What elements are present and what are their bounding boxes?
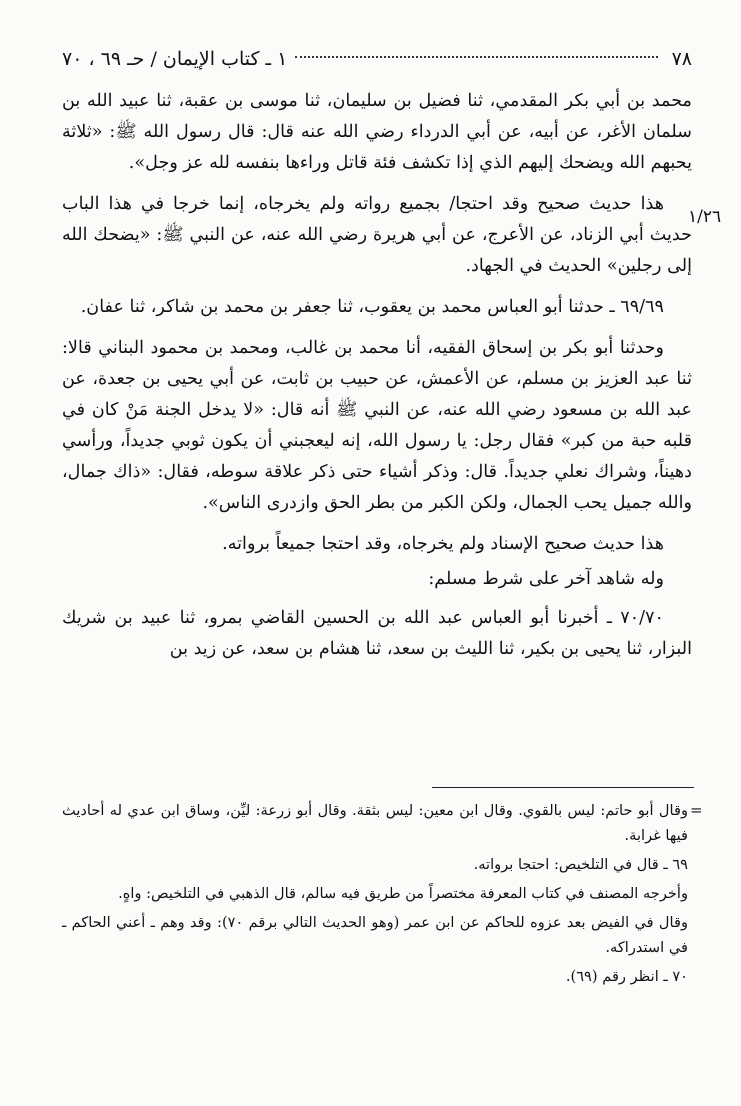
footnote: وأخرجه المصنف في كتاب المعرفة مختصراً من طريق فيه سالم، قال الذهبي في التلخيص: واهٍ. [118,885,688,902]
paragraph: هذا حديث صحيح الإسناد ولم يخرجاه، وقد احتجا جميعاً برواته. [222,534,664,554]
main-text [62,86,692,675]
hadith-entry-69: ٦٩/٦٩ ـ حدثنا أبو العباس محمد بن يعقوب، ثنا جعفر بن محمد بن شاكر، ثنا عفان. [80,297,664,317]
footnote: وقال في الفيض بعد عزوه للحاكم عن ابن عمر (وهو الحديث التالي برقم ٧٠): وقد وهم ـ أعني الحاكم ـ في استدراكه. [62,914,688,956]
manuscript-folio-ref: ١/٢٦ [688,207,722,227]
footnote: ٧٠ ـ انظر رقم (٦٩). [565,968,688,985]
paragraph: وله شاهد آخر على شرط مسلم: [428,569,664,589]
footnote: وقال أبو حاتم: ليس بالقوي. وقال ابن معين: ليس بثقة. وقال أبو زرعة: ليِّن، وساق ابن عدي له أحاديث فيها غرابة. [62,802,688,844]
footnote: ٦٩ ـ قال في التلخيص: احتجا برواته. [473,856,688,873]
paragraph: محمد بن أبي بكر المقدمي، ثنا فضيل بن سليمان، ثنا موسى بن عقبة، ثنا عبيد الله بن سلمان الأغر، عن أبيه، عن أبي الدرداء رضي الله عنه قال: قال رسول الله ﷺ: «ثلاثة يحبهم الله ويضحك إليهم الذي إذا تكشف فئة قاتل وراءها بنفسه لله عز وجل». [62,91,692,173]
footnote-continuation-mark: = [690,801,703,819]
footnotes [62,798,688,993]
paragraph: وحدثنا أبو بكر بن إسحاق الفقيه، أنا محمد بن غالب، ومحمد بن محمود البناني قالا: ثنا عبد العزيز بن مسلم، عن الأعمش، عن حبيب بن ثابت، عن أبي يحيى بن جعدة، عن عبد الله بن مسعود رضي الله عنه، عن النبي ﷺ أنه قال: «لا يدخل الجنة مَنْ كان في قلبه حبة من كبر» فقال رجل: يا رسول الله، إنه ليعجبني أن يكون ثوبي جديداً، ورأسي دهيناً، وشراك نعلي جديداً. قال: وذكر أشياء حتى ذكر علاقة سوطه، فقال: «ذاك جمال، والله جميل يحب الجمال، ولكن الكبر من بطر الحق وازدرى الناس». [62,338,692,513]
footnote-separator [432,787,694,788]
dotted-leader [295,56,657,58]
page-number: ٧٨ [671,48,692,70]
running-title: ١ ـ كتاب الإيمان / حـ ٦٩ ، ٧٠ [62,48,288,70]
running-header [62,44,692,74]
paragraph: هذا حديث صحيح وقد احتجا/ بجميع رواته ولم يخرجاه، إنما خرجا في هذا الباب حديث أبي الزناد، عن الأعرج، عن أبي هريرة رضي الله عنه، عن النبي ﷺ: «يضحك الله إلى رجلين» الحديث في الجهاد. [62,194,692,276]
hadith-entry-70: ٧٠/٧٠ ـ أخبرنا أبو العباس عبد الله بن الحسين القاضي بمرو، ثنا عبيد بن شريك البزار، ثنا يحيى بن بكير، ثنا الليث بن سعد، ثنا هشام بن سعد، عن زيد بن [62,608,692,659]
